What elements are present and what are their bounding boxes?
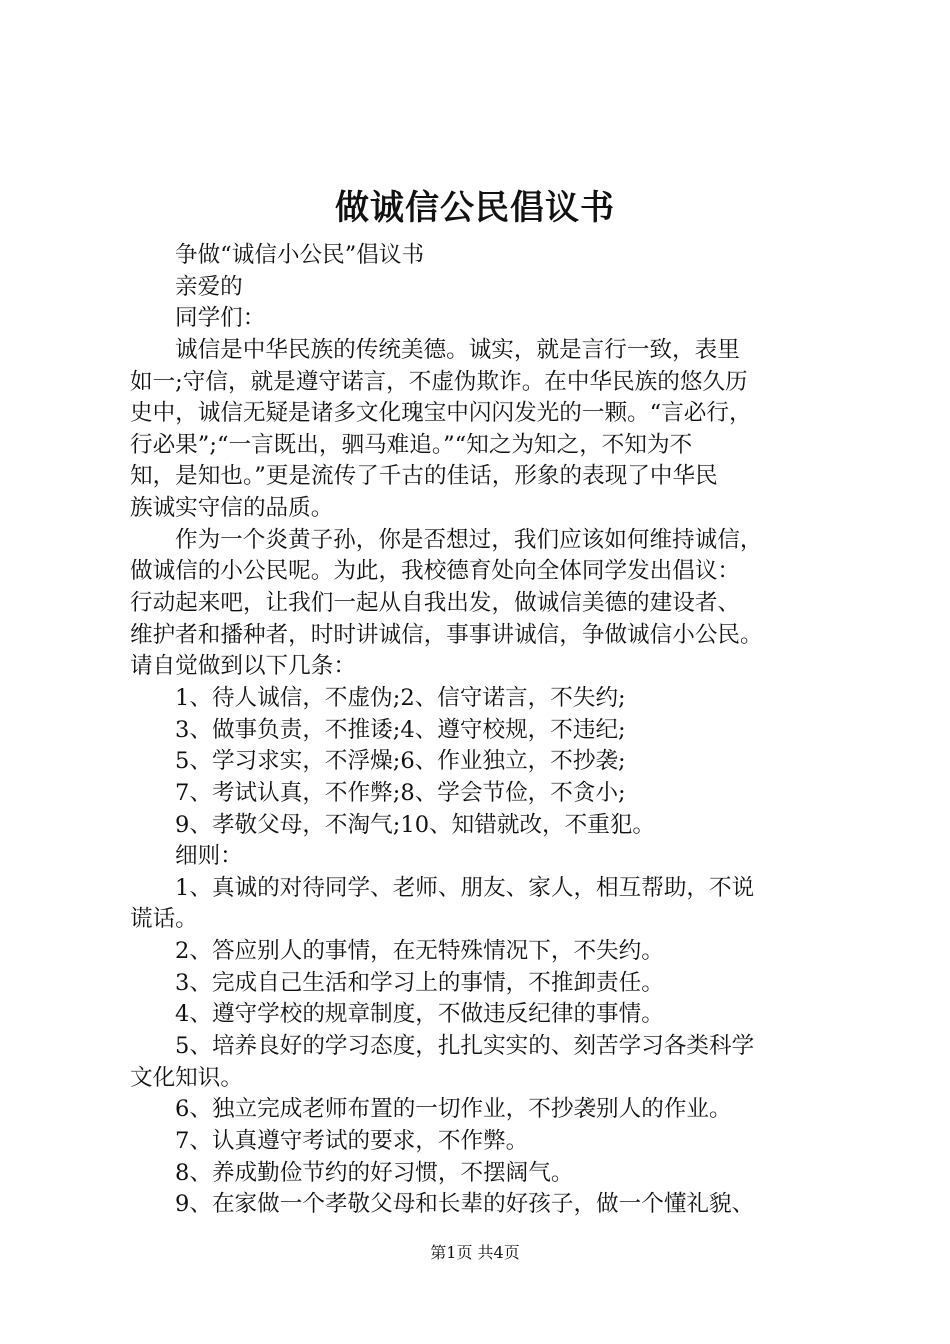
body-line: 6、独立完成老师布置的一切作业，不抄袭别人的作业。 [175,1096,732,1123]
body-line: 同学们： [175,305,266,332]
body-line: 如一;守信，就是遵守诺言，不虚伪欺诈。在中华民族的悠久历 [130,368,748,395]
page-footer: 第1页 共4页 [430,1243,520,1262]
body-line: 诚信是中华民族的传统美德。诚实，就是言行一致，表里 [175,336,740,363]
body-line: 行必果”;“一言既出，驷马难追。”“知之为知之，不知为不 [130,431,693,458]
body-line: 族诚实守信的品质。 [130,495,334,522]
body-line: 行动起来吧，让我们一起从自我出发，做诚信美德的建设者、 [130,590,741,617]
body-line: 知，是知也。”更是流传了千古的佳话，形象的表现了中华民 [130,463,718,490]
body-line: 1、待人诚信，不虚伪;2、信守诺言，不失约; [175,684,626,711]
body-line: 7、认真遵守考试的要求，不作弊。 [175,1127,529,1154]
body-line: 细则： [175,843,243,870]
body-line: 9、在家做一个孝敬父母和长辈的好孩子，做一个懂礼貌、 [175,1191,755,1218]
document-title: 做诚信公民倡议书 [335,188,615,228]
body-line: 7、考试认真，不作弊;8、学会节俭，不贪小; [175,779,626,806]
body-line: 1、真诚的对待同学、老师、朋友、家人，相互帮助，不说 [175,874,755,901]
body-line: 3、做事负责，不推诿;4、遵守校规，不违纪; [175,716,626,743]
body-line: 维护者和播种者，时时讲诚信，事事讲诚信，争做诚信小公民。 [130,621,763,648]
body-line: 4、遵守学校的规章制度，不做违反纪律的事情。 [175,1001,664,1028]
body-line: 9、孝敬父母，不淘气;10、知错就改，不重犯。 [175,811,656,838]
body-line: 做诚信的小公民呢。为此，我校德育处向全体同学发出倡议： [130,558,741,585]
body-line: 5、学习求实，不浮燥;6、作业独立，不抄袭; [175,748,626,775]
document-body [130,240,870,1221]
body-line: 史中，诚信无疑是诸多文化瑰宝中闪闪发光的一颗。“言必行， [130,400,752,427]
body-line: 3、完成自己生活和学习上的事情，不推卸责任。 [175,969,664,996]
body-line: 请自觉做到以下几条： [130,653,356,680]
body-line: 2、答应别人的事情，在无特殊情况下，不失约。 [175,938,664,965]
body-line: 8、养成勤俭节约的好习惯，不摆阔气。 [175,1159,574,1186]
body-line: 争做“诚信小公民”倡议书 [175,242,425,268]
body-line: 谎话。 [130,906,198,933]
body-line: 5、培养良好的学习态度，扎扎实实的、刻苦学习各类科学 [175,1033,755,1060]
body-line: 亲爱的 [175,273,243,300]
body-line: 作为一个炎黄子孙，你是否想过，我们应该如何维持诚信， [175,526,763,553]
body-line: 文化知识。 [130,1064,243,1091]
